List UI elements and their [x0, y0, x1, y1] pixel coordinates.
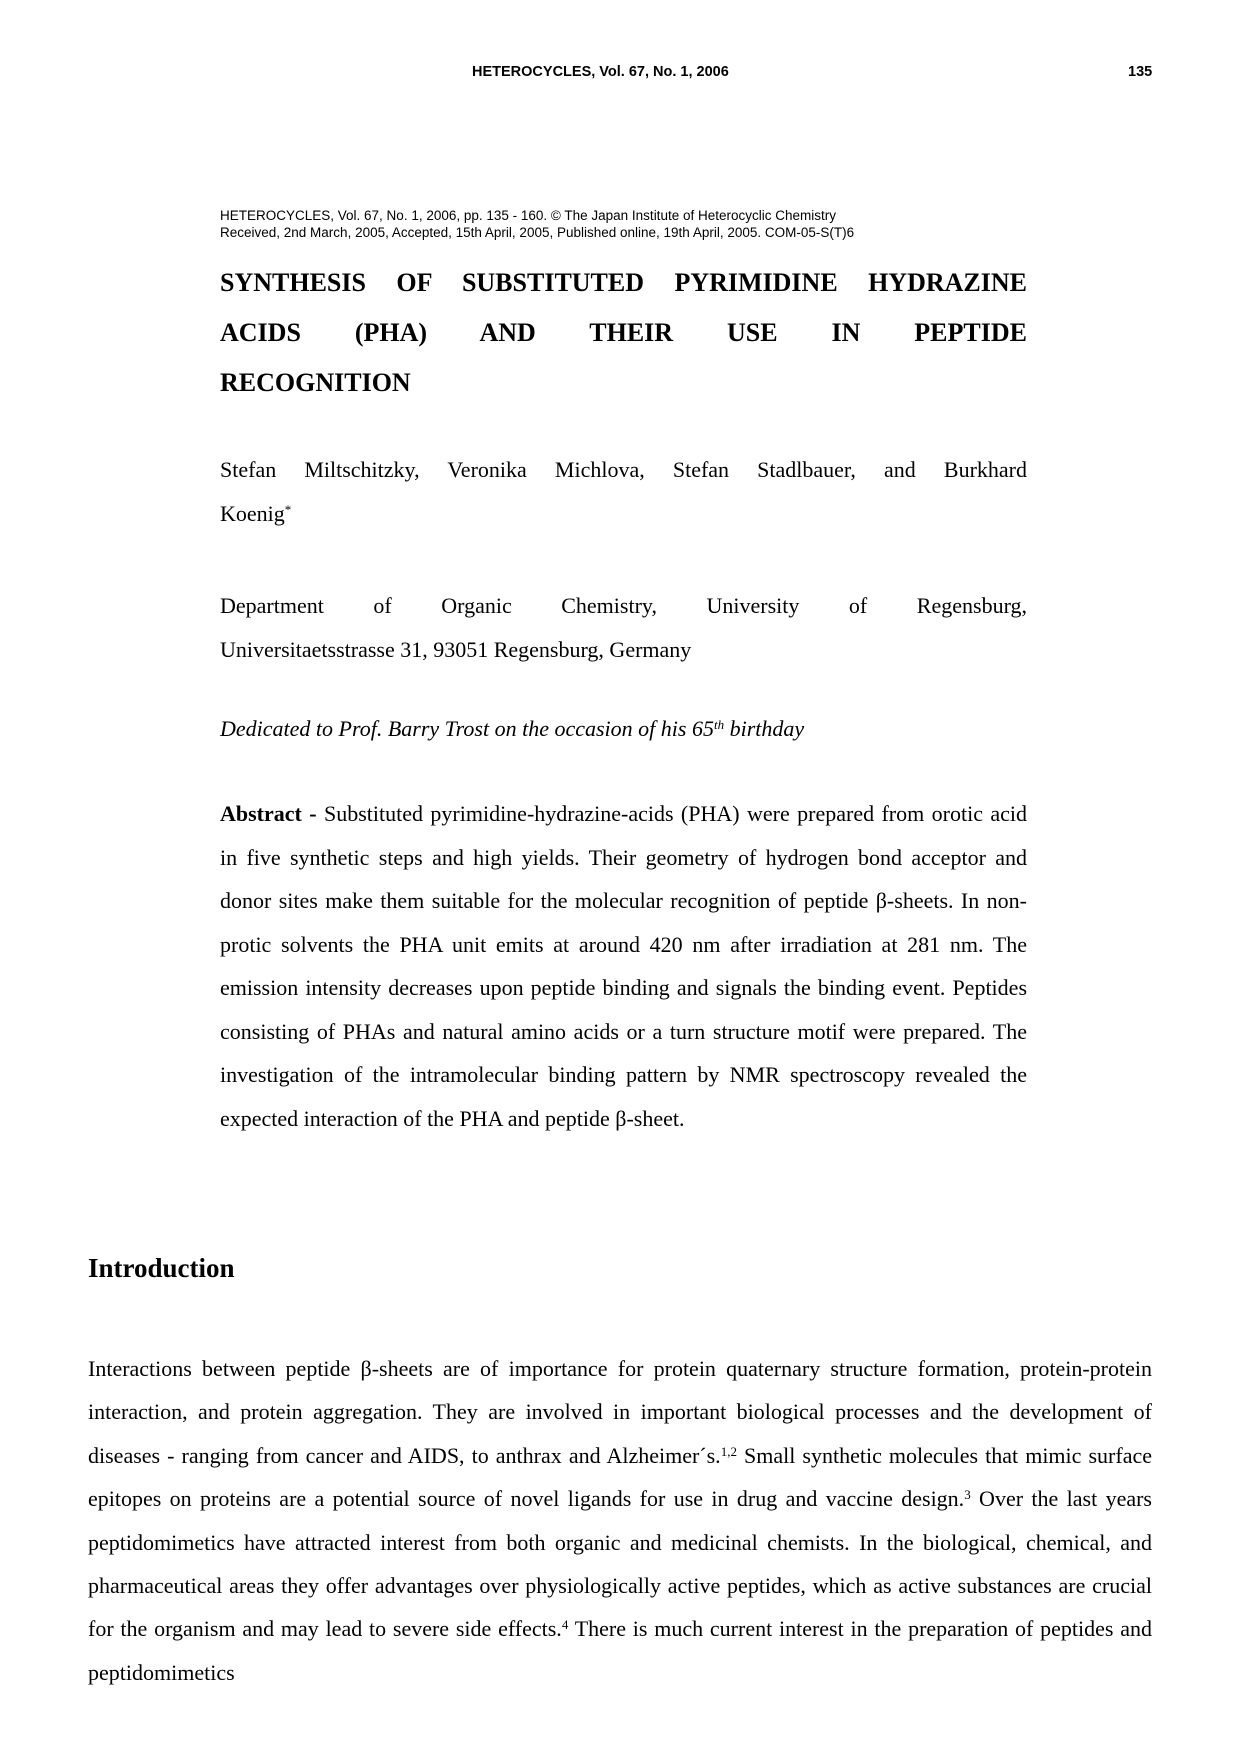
dedication-text-end: birthday [724, 716, 805, 741]
intro-text: Small synthetic molecules that mimic surface epitopes on proteins are a potential source of novel ligands for use in drug and vaccine design. [88, 1442, 1152, 1512]
title-line-1: SYNTHESIS OF SUBSTITUTED PYRIMIDINE HYDRAZINE [220, 268, 1027, 297]
intro-text: Interactions between peptide β-sheets are of importance for protein quaternary structure formation, protein-protein interaction, and protein aggregation. They are involved in important biological processes and the development of diseases - ranging from cancer and AIDS, to anthrax and Alzheimer´s. [88, 1356, 1152, 1468]
dedication [220, 707, 1027, 751]
abstract-label: Abstract - [220, 801, 317, 826]
authors-line-2: Koenig [220, 500, 285, 526]
author-list [220, 448, 1027, 535]
reference-marker: 1,2 [720, 1443, 737, 1459]
introduction-heading: Introduction [88, 1253, 235, 1283]
reference-marker: 3 [964, 1487, 971, 1503]
abstract [220, 792, 1027, 1140]
citation-line: HETEROCYCLES, Vol. 67, No. 1, 2006, pp. 135 - 160. © The Japan Institute of Heterocyclic Chemistry [220, 208, 836, 223]
running-head-journal: HETEROCYCLES, Vol. 67, No. 1, 2006 [472, 64, 729, 80]
authors-line-1: Stefan Miltschitzky, Veronika Michlova, Stefan Stadlbauer, and Burkhard [220, 457, 1027, 482]
dedication-superscript: th [713, 717, 725, 732]
abstract-text: Substituted pyrimidine-hydrazine-acids (PHA) were prepared from orotic acid in five synthetic steps and high yields. Their geometry of hydrogen bond acceptor and donor sites make them suitable for the molecular recognition of peptide β-sheets. In non-protic solvents the PHA unit emits at around 420 nm after irradiation at 281 nm. The emission intensity decreases upon peptide binding and signals the binding event. Peptides consisting of PHAs and natural amino acids or a turn structure motif were prepared. The investigation of the intramolecular binding pattern by NMR spectroscopy revealed the expected interaction of the PHA and peptide β-sheet. [220, 801, 1027, 1131]
paper-title [220, 258, 1027, 408]
intro-text: There is much current interest in the preparation of peptides and peptidomimetics [88, 1616, 1153, 1685]
title-line-3: RECOGNITION [220, 368, 411, 397]
affiliation-line-2: Universitaetsstrasse 31, 93051 Regensburg, Germany [220, 636, 692, 662]
received-line: Received, 2nd March, 2005, Accepted, 15th April, 2005, Published online, 19th April, 2005. COM-05-S(T)6 [220, 225, 855, 240]
dedication-text: Dedicated to Prof. Barry Trost on the occasion of his 65 [220, 716, 714, 741]
intro-text: Over the last years peptidomimetics have attracted interest from both organic and medicinal chemists. In the biological, chemical, and pharmaceutical areas they offer advantages over physiologically active peptides, which as active substances are crucial for the organism and may lead to severe side effects. [88, 1486, 1152, 1642]
introduction-paragraph [88, 1347, 1152, 1694]
corresponding-author-mark: * [284, 501, 292, 517]
title-line-2: ACIDS (PHA) AND THEIR USE IN PEPTIDE [220, 318, 1027, 347]
affiliation [220, 584, 1027, 671]
page-number: 135 [1128, 64, 1153, 80]
affiliation-line-1: Department of Organic Chemistry, University of Regensburg, [220, 593, 1027, 618]
reference-marker: 4 [561, 1617, 569, 1633]
running-head [0, 64, 1240, 84]
citation-block [220, 207, 1040, 241]
